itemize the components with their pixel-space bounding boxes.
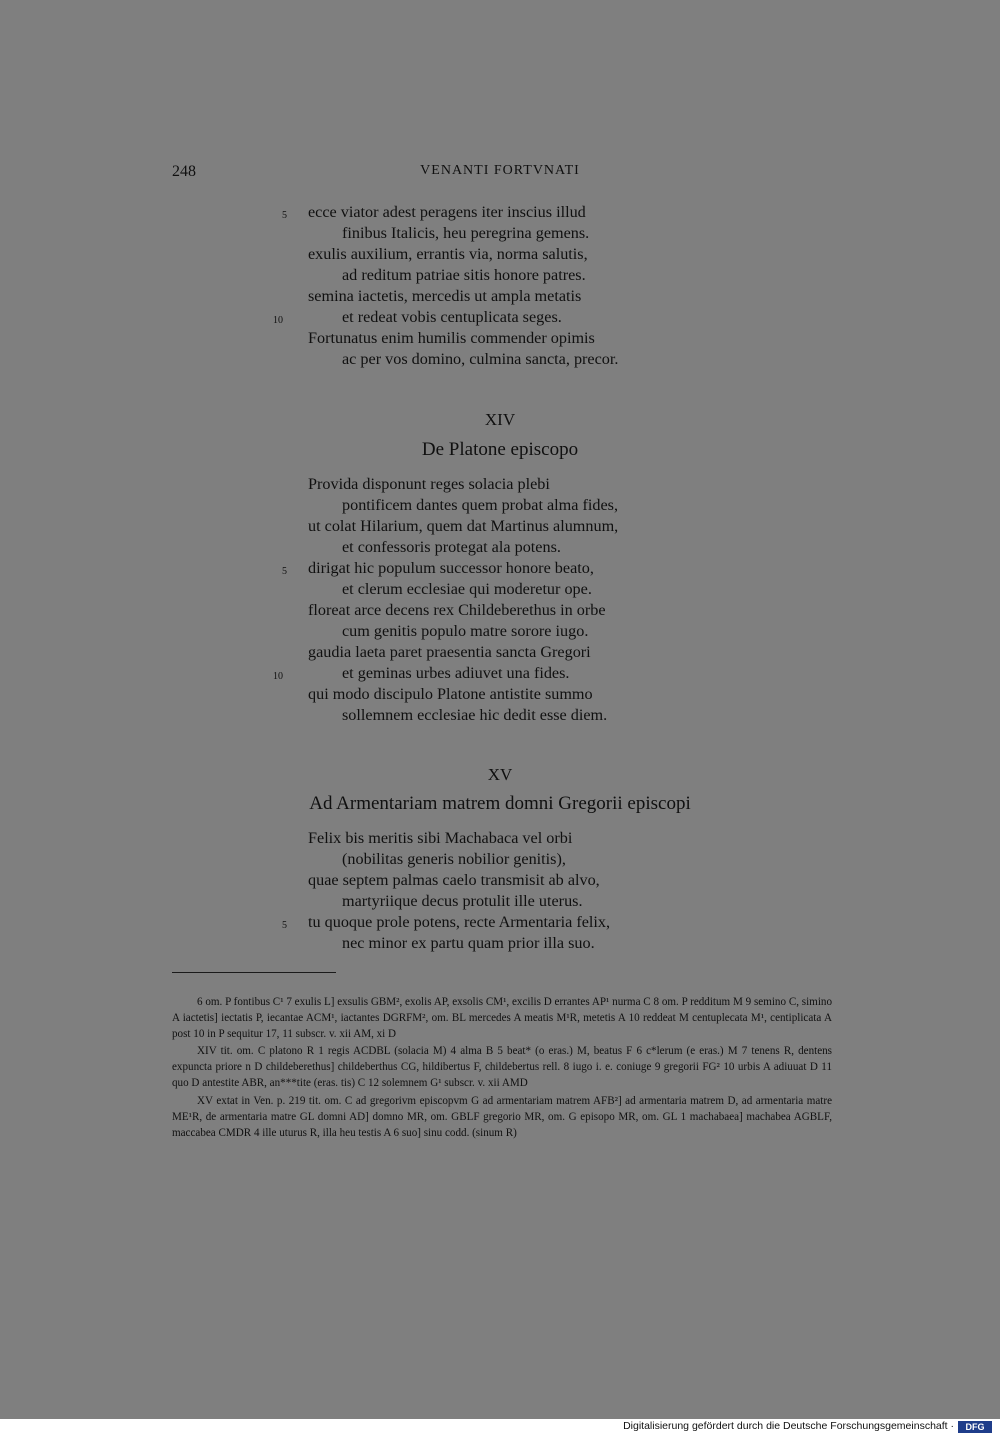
- verse-line: Fortunatus enim humilis commender opimis: [308, 329, 595, 347]
- poem-title: De Platone episcopo: [421, 439, 579, 460]
- verse-line: et confessoris protegat ala potens.: [342, 538, 561, 556]
- funding-credit: Digitalisierung gefördert durch die Deutsche Forschungsgemeinschaft ·: [623, 1420, 954, 1432]
- verse-line: (nobilitas generis nobilior genitis),: [342, 850, 566, 868]
- line-number: 5: [282, 566, 287, 577]
- verse-line: floreat arce decens rex Childeberethus in orbe: [308, 601, 606, 619]
- verse-line: et clerum ecclesiae qui moderetur ope.: [342, 580, 592, 598]
- verse-line: exulis auxilium, errantis via, norma salutis,: [308, 245, 588, 263]
- dfg-logo: DFG: [958, 1421, 992, 1433]
- verse-line: quae septem palmas caelo transmisit ab alvo,: [308, 871, 600, 889]
- verse-line: gaudia laeta paret praesentia sancta Gregori: [308, 643, 591, 661]
- verse-line: finibus Italicis, heu peregrina gemens.: [342, 224, 590, 242]
- footnote-rule: [172, 972, 336, 973]
- verse-line: ac per vos domino, culmina sancta, precor.: [342, 350, 619, 368]
- verse-line: nec minor ex partu quam prior illa suo.: [342, 934, 595, 952]
- line-number: 5: [282, 920, 287, 931]
- line-number: 10: [273, 315, 283, 326]
- verse-line: qui modo discipulo Platone antistite summo: [308, 685, 593, 703]
- line-number: 10: [273, 671, 283, 682]
- apparatus-note: 6 om. P fontibus C¹ 7 exulis L] exsulis GBM², exolis AP, exsolis CM¹, excilis D errantes AP¹ nurma C 8 om. P redditum M 9 semino C, simino A iactetis] iectatis P, iecantae ACM¹, iactantes DGRFM², om. BL mercedes A meatis M¹R, metetis A 10 reddeat M centuplecata M¹, centiplicata A post 10 in P sequitur 17, 11 subscr. v. xii AM, xi D: [172, 996, 832, 1041]
- verse-block-3: [0, 828, 1000, 958]
- verse-line: ecce viator adest peragens iter inscius illud: [308, 203, 586, 221]
- verse-line: ad reditum patriae sitis honore patres.: [342, 266, 586, 284]
- page-number: 248: [172, 163, 196, 180]
- verse-block-1: [0, 202, 1000, 372]
- verse-line: cum genitis populo matre sorore iugo.: [342, 622, 589, 640]
- verse-line: pontificem dantes quem probat alma fides,: [342, 496, 619, 514]
- verse-line: tu quoque prole potens, recte Armentaria felix,: [308, 913, 611, 931]
- verse-line: sollemnem ecclesiae hic dedit esse diem.: [342, 706, 608, 724]
- line-number: 5: [282, 210, 287, 221]
- verse-line: Provida disponunt reges solacia plebi: [308, 475, 550, 493]
- verse-line: et redeat vobis centuplicata seges.: [342, 308, 562, 326]
- poem-title: Ad Armentariam matrem domni Gregorii episcopi: [309, 793, 691, 814]
- apparatus-note: XV extat in Ven. p. 219 tit. om. C ad gregorivm episcopvm G ad armentariam matrem AFB²] ad armentaria matrem D, ad armentaria matre ME¹R, de armentaria matre GL domni AD] domno MR, om. GBLF gregorio MR, om. G episopo MR, om. GL 1 machabaea] machabea AGBLF, maccabea CMDR 4 ille uturus R, illa heu testis A 6 suo] sinu codd. (sinum R): [172, 1094, 832, 1139]
- running-head: VENANTI FORTVNATI: [420, 163, 580, 178]
- verse-line: et geminas urbes adiuvet una fides.: [342, 664, 570, 682]
- verse-line: semina iactetis, mercedis ut ampla metatis: [308, 287, 582, 305]
- critical-apparatus: [172, 994, 832, 1142]
- verse-line: martyriique decus protulit ille uterus.: [342, 892, 583, 910]
- poem-number: XIV: [484, 410, 516, 429]
- poem-number: XV: [487, 765, 513, 784]
- verse-line: Felix bis meritis sibi Machabaca vel orbi: [308, 829, 573, 847]
- apparatus-note: XIV tit. om. C platono R 1 regis ACDBL (solacia M) 4 alma B 5 beat* (o eras.) M, beatus F 6 c*lerum (e eras.) M 7 tenens R, dentens expuncta priore n D childeberethus] childeberthus CG, hildibertus F, childebertus rell. 8 iugo i. e. coniuge 9 gregorii FG² 10 urbis A adiuuat D 11 quo D antestite ABR, an***tite (eras. tis) C 12 solemnem G¹ subscr. v. xii AMD: [172, 1045, 832, 1090]
- verse-line: dirigat hic populum successor honore beato,: [308, 559, 594, 577]
- verse-line: ut colat Hilarium, quem dat Martinus alumnum,: [308, 517, 619, 535]
- verse-block-2: [0, 474, 1000, 729]
